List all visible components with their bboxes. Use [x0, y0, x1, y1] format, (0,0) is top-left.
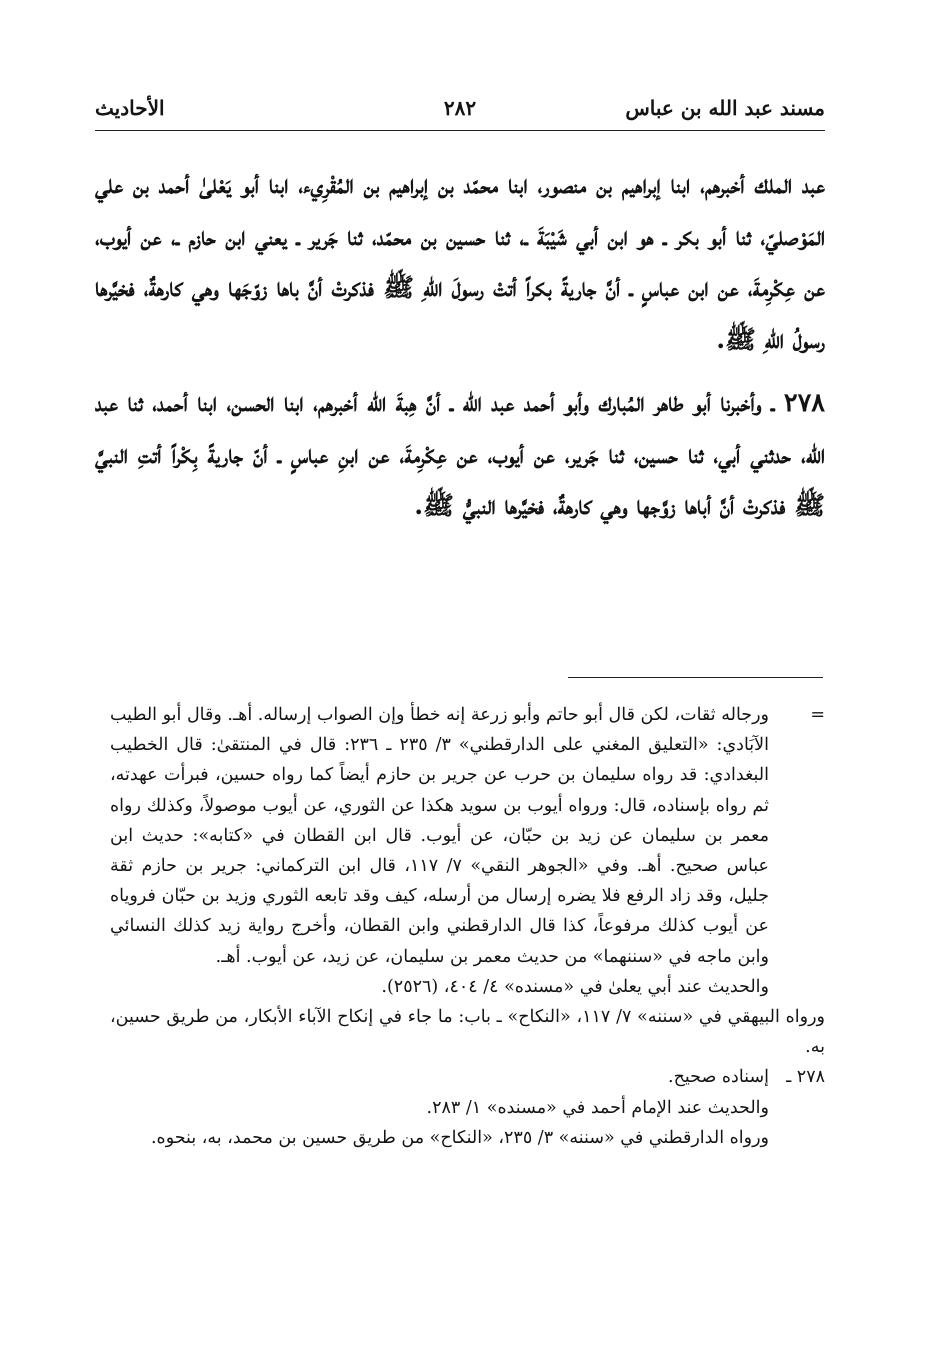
main-text — [95, 160, 825, 533]
footnote-continuation-text: ورجاله ثقات، لكن قال أبو حاتم وأبو زرعة إنه خطأ وإن الصواب إرساله. أهـ. وقال أبو الطيب الآبَادي: «التعليق المغني على الدارقطني» ٣/ ٢٣٥ ـ ٢٣٦: قال في المنتقىٰ: قال الخطيب البغدادي: قد رواه سليمان بن حرب عن جرير بن حازم أيضاً كما رواه حسين، فبرأت عهدته، ثم رواه بإسناده، قال: ورواه أيوب بن سويد هكذا عن الثوري، عن أيوب موصولاً، وكذلك رواه معمر بن سليمان عن زيد بن حبّان، عن أيوب. قال ابن القطان في «كتابه»: حديث ابن عباس صحيح. أهـ. وفي «الجوهر النقي» ٧/ ١١٧، قال ابن التركماني: جرير بن حازم ثقة جليل، وقد زاد الرفع فلا يضره إرسال من أرسله، كيف وقد تابعه الثوري وزيد بن حبّان فروياه عن أيوب كذلك مرفوعاً، كذا قال الدارقطني وابن القطان، وأخرج رواية زيد كذلك النسائي وابن ماجه في «سننهما» من حديث معمر بن سليمان، عن زيد، عن أيوب. أهـ. — [110, 705, 769, 967]
page-number: ٢٨٢ — [443, 96, 477, 120]
footnote-278-line1: إسناده صحيح. — [668, 1067, 769, 1088]
footnote-278-number: ٢٧٨ ـ — [786, 1067, 825, 1088]
header-book-title: مسند عبد الله بن عباس — [625, 96, 825, 120]
header-rule — [95, 130, 825, 131]
footnote-278 — [110, 1062, 825, 1153]
footnote-continuation — [110, 700, 825, 1002]
paragraph-hadith-277-end: عبد الملك أخبرهم، ابنا إبراهيم بن منصور، ابنا محمّد بن إبراهيم بن المُقْرِيء، ابنا أبو يَعْلىٰ أحمد بن علي المَوْصليّ، ثنا أبو بكر ـ هو ابن أبي شَيْبَةَ ـ، ثنا حسين بن محمّد، ثنا جَرير ـ يعني ابن حازم ـ، عن أيوب، عن عِكْرِمةَ، عن ابن عباسٍ ـ أنَّ جاريةً بكراً أتتْ رسولَ اللّهِ ﷺ فذكرتْ أنَّ باها زوّجَها وهي كارهةٌ، فخيَّرها رسولُ اللّهِ ﷺ. — [95, 170, 825, 355]
footnotes — [110, 700, 825, 1153]
footnote-bayhaqi-text: ورواه البيهقي في «سننه» ٧/ ١١٧، «النكاح» ـ باب: ما جاء في إنكاح الآباء الأبكار، من طريق حسين، به. — [110, 1007, 825, 1058]
continuation-mark: = — [810, 705, 825, 725]
running-header — [95, 92, 825, 126]
footnote-bayhaqi — [110, 1002, 825, 1062]
footnote-278-line2: والحديث عند الإمام أحمد في «مسنده» ١/ ٢٨٣. — [426, 1097, 769, 1118]
paragraph-hadith-278: ٢٧٨ ـ وأخبرنا أبو طاهر المُبارك وأبو أحمد عبد الله ـ أنَّ هِبةَ الله أخبرهم، ابنا الحسن، ابنا أحمد، ثنا عبد الله، حدثني أبي، ثنا حسين، ثنا جَرير، عن أيوب، عن عِكْرِمةَ، عن ابنِ عباسٍ ـ أنّ جاريةً بِكْراً أتتِ النبيَّ ﷺ فذكرتْ أنَّ أباها زوَّجها وهي كارهةٌ، فخيَّرها النبيُّ ﷺ. — [95, 388, 825, 521]
footnote-separator — [568, 677, 823, 678]
header-section-title: الأحاديث — [95, 96, 165, 120]
footnote-278-line3: ورواه الدارقطني في «سننه» ٣/ ٢٣٥، «النكاح» من طريق حسين بن محمد، به، بنحوه. — [150, 1127, 769, 1148]
footnote-abu-yala: والحديث عند أبي يعلىٰ في «مسنده» ٤/ ٤٠٤، (٢٥٢٦). — [381, 976, 769, 997]
